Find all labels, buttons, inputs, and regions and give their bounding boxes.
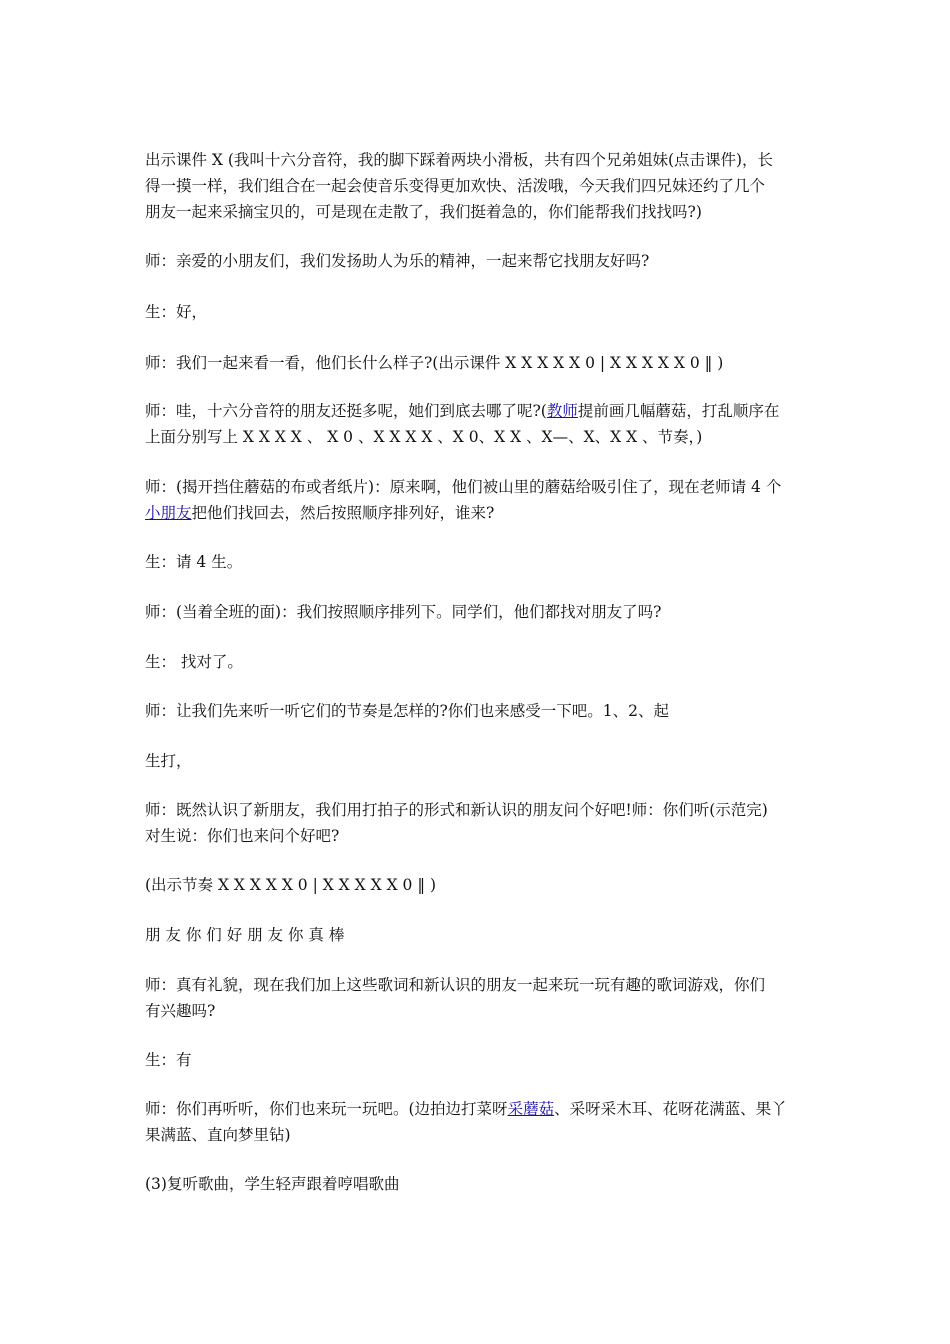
text-line: 生：好， — [145, 303, 208, 321]
paragraph-teacher-look — [145, 350, 815, 376]
text-line: 生：有 — [145, 1051, 192, 1069]
text-line: (出示节奏 X X X X X 0 | X X X X X 0 ‖ ) — [145, 876, 437, 894]
text-line: (3)复听歌曲，学生轻声跟着哼唱歌曲 — [145, 1175, 400, 1193]
link-children[interactable]: 小朋友 — [145, 504, 192, 522]
paragraph-relisten — [145, 1171, 815, 1197]
text-line: 果满蓝、直向梦里钻) — [145, 1126, 291, 1144]
text-line: 生：请 4 生。 — [145, 553, 243, 571]
text-line: 出示课件 X (我叫十六分音符，我的脚下踩着两块小滑板，共有四个兄弟姐妹(点击课件)，长 — [145, 151, 774, 169]
paragraph-teacher-order — [145, 599, 815, 625]
text-line: 师：我们一起来看一看，他们长什么样子?(出示课件 X X X X X 0 | X X X X X 0 ‖ ) — [145, 354, 724, 372]
paragraph-teacher-mushrooms — [145, 398, 815, 450]
text-line: 把他们找回去，然后按照顺序排列好，谁来? — [191, 504, 495, 522]
paragraph-teacher-listen — [145, 698, 815, 724]
text-line: 上面分别写上 X X X X 、 X 0 、X X X X 、X 0、X X 、X—、X、X X 、节奏，) — [145, 428, 703, 446]
text-line: 师：你们再听听，你们也来玩一玩吧。(边拍边打菜呀 — [145, 1100, 508, 1118]
text-line: 师：(当着全班的面)：我们按照顺序排列下。同学们，他们都找对朋友了吗? — [145, 603, 662, 621]
text-line: 师：真有礼貌，现在我们加上这些歌词和新认识的朋友一起来玩一玩有趣的歌词游戏，你们 — [145, 976, 766, 994]
text-line: 师：既然认识了新朋友，我们用打拍子的形式和新认识的朋友问个好吧!师：你们听(示范完) — [145, 801, 768, 819]
text-line: 师：让我们先来听一听它们的节奏是怎样的?你们也来感受一下吧。1、2、起 — [145, 702, 670, 720]
text-line: 得一摸一样，我们组合在一起会使音乐变得更加欢快、活泼哦，今天我们四兄妹还约了几个 — [145, 177, 766, 195]
paragraph-student-clap — [145, 748, 815, 774]
text-line: 生： 找对了。 — [145, 653, 243, 671]
link-pick-mushrooms[interactable]: 采蘑菇 — [507, 1100, 555, 1118]
paragraph-student-ok — [145, 299, 815, 325]
text-line: 提前画几幅蘑菇，打乱顺序在 — [577, 402, 780, 420]
text-line: 师：亲爱的小朋友们，我们发扬助人为乐的精神，一起来帮它找朋友好吗? — [145, 252, 650, 270]
text-line: 朋 友 你 们 好 朋 友 你 真 棒 — [145, 926, 345, 944]
paragraph-courseware-intro — [145, 147, 815, 225]
text-line: 朋友一起来采摘宝贝的，可是现在走散了，我们挺着急的，你们能帮我们找找吗?) — [145, 203, 702, 221]
paragraph-teacher-help — [145, 248, 815, 274]
text-line: 师：(揭开挡住蘑菇的布或者纸片)：原来啊，他们被山里的蘑菇给吸引住了，现在老师请 4 个 — [145, 478, 782, 496]
text-line: 有兴趣吗? — [145, 1002, 216, 1020]
paragraph-student-four — [145, 549, 815, 575]
link-teacher[interactable]: 教师 — [546, 402, 578, 420]
text-line: 对生说：你们也来问个好吧? — [145, 827, 340, 845]
paragraph-rhythm — [145, 872, 815, 898]
paragraph-lyrics — [145, 922, 815, 948]
paragraph-teacher-reveal — [145, 474, 815, 526]
paragraph-student-yes — [145, 1047, 815, 1073]
paragraph-teacher-play — [145, 1096, 815, 1148]
text-line: 生打， — [145, 752, 192, 770]
paragraph-teacher-greet — [145, 797, 815, 849]
text-line: 师：哇，十六分音符的朋友还挺多呢，她们到底去哪了呢?( — [145, 402, 547, 420]
paragraph-student-found — [145, 649, 815, 675]
text-line: 、采呀采木耳、花呀花满蓝、果丫 — [554, 1100, 787, 1118]
paragraph-teacher-game — [145, 972, 815, 1024]
